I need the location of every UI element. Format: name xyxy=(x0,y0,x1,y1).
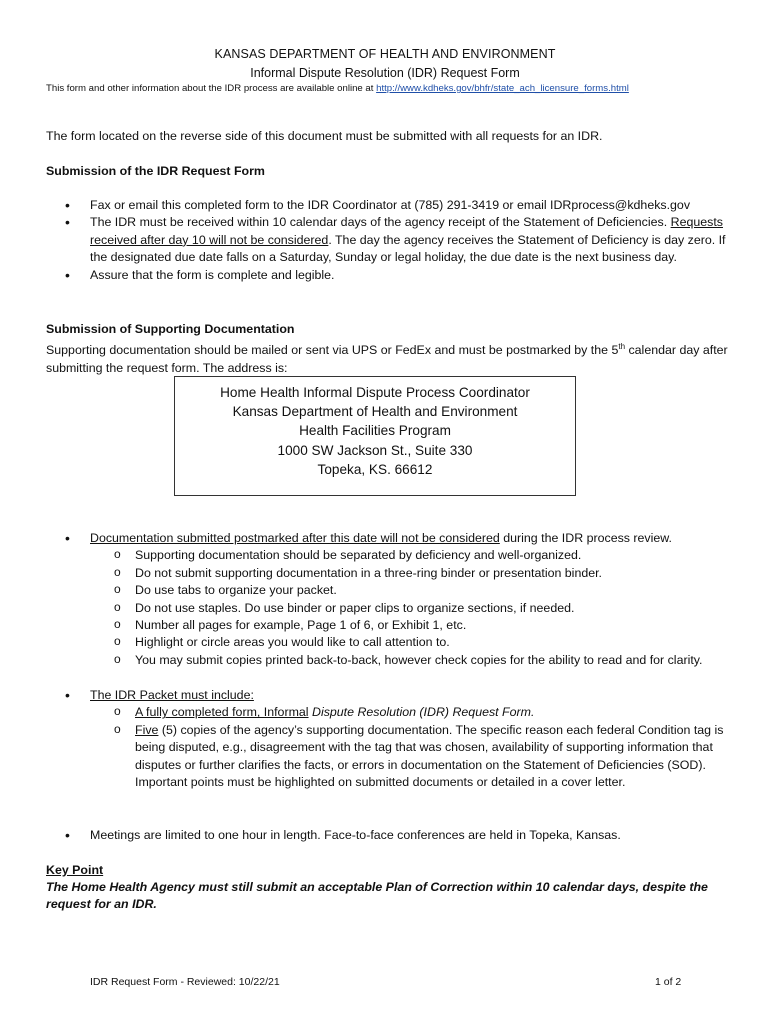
submission-bullet-2-underline: Requests received after day 10 will not be considered xyxy=(90,215,723,247)
sub-list-item: o Do not submit supporting documentation in a three-ring binder or presentation binder. xyxy=(90,565,726,582)
supporting-text xyxy=(46,338,736,377)
address-line-3: Health Facilities Program xyxy=(299,423,451,439)
documentation-list xyxy=(46,530,726,669)
submission-bullet-1: Fax or email this completed form to the IDR Coordinator at (785) 291-3419 or email IDRprocess@kdheks.gov xyxy=(90,198,691,212)
list-item xyxy=(46,687,726,791)
footer-page-number: 1 of 2 xyxy=(655,976,682,988)
supporting-heading: Submission of Supporting Documentation xyxy=(46,322,295,336)
supporting-text-sup: th xyxy=(618,342,626,351)
packet-item-1-underline: A fully completed form, Informal xyxy=(135,705,309,720)
list-item xyxy=(46,214,726,266)
address-box xyxy=(174,376,576,496)
submission-heading: Submission of the IDR Request Form xyxy=(46,164,265,178)
intro-text: The form located on the reverse side of this document must be submitted with all requests for an IDR. xyxy=(46,129,603,143)
documentation-rest: during the IDR process review. xyxy=(499,531,672,545)
sub-list-item xyxy=(90,722,726,792)
agency-title: KANSAS DEPARTMENT OF HEALTH AND ENVIRONMENT xyxy=(214,47,556,61)
address-line-5: Topeka, KS. 66612 xyxy=(317,461,433,477)
address-line-2: Kansas Department of Health and Environment xyxy=(232,404,518,420)
forms-link[interactable]: http://www.kdheks.gov/bhfr/state_ach_licensure_forms.html xyxy=(376,83,629,94)
packet-item-2-underline: Five xyxy=(135,722,159,737)
packet-heading: The IDR Packet must include: xyxy=(90,688,254,702)
list-item xyxy=(46,827,726,844)
footer-review-date: IDR Request Form - Reviewed: 10/22/21 xyxy=(90,976,280,988)
packet-sublist xyxy=(90,704,726,791)
sub-list-item: o Highlight or circle areas you would like to call attention to. xyxy=(90,634,726,651)
list-item xyxy=(46,267,726,284)
supporting-text-b: calendar day after submitting the request form. The address is: xyxy=(46,343,728,375)
packet-item-2-rest: (5) copies of the agency’s supporting documentation. The specific reason each federal Condition tag is being disputed, e.g., disagreement with the tag that was chosen, availability of supporting information that disputes or further clarifies the facts, or errors in documentation on the Statement of Deficiencies (SOD). Important points must be highlighted on submitted documents or detailed in a cover letter. xyxy=(135,722,724,790)
packet-item-1-italic: Dispute Resolution (IDR) Request Form. xyxy=(308,705,535,720)
form-title: Informal Dispute Resolution (IDR) Request Form xyxy=(250,66,520,80)
submission-bullet-2b: . The day the agency receives the Statement of Deficiency is day zero. If the designated due date falls on a Saturday, Sunday or legal holiday, the due date is the next business day. xyxy=(90,232,726,265)
address-line-4: 1000 SW Jackson St., Suite 330 xyxy=(277,442,473,458)
sub-list-item: o Do not use staples. Do use binder or paper clips to organize sections, if needed. xyxy=(90,600,726,617)
submission-list xyxy=(46,197,726,284)
documentation-underline: Documentation submitted postmarked after this date will not be considered xyxy=(90,531,500,545)
availability-prefix: This form and other information about the IDR process are available online at xyxy=(46,83,377,94)
supporting-text-a: Supporting documentation should be mailed or sent via UPS or FedEx and must be postmarked by the 5 xyxy=(46,343,619,358)
sub-list-item: o Supporting documentation should be separated by deficiency and well-organized. xyxy=(90,547,726,564)
address-line-1: Home Health Informal Dispute Process Coordinator xyxy=(220,385,530,400)
documentation-sublist xyxy=(90,547,726,669)
packet-list xyxy=(46,687,726,791)
sub-list-item: o Number all pages for example, Page 1 of 6, or Exhibit 1, etc. xyxy=(90,617,726,634)
availability-note xyxy=(46,83,629,94)
submission-bullet-2a: The IDR must be received within 10 calendar days of the agency receipt of the Statement of Deficiencies. xyxy=(90,215,668,230)
meetings-text: Meetings are limited to one hour in length. Face-to-face conferences are held in Topeka, Kansas. xyxy=(90,828,621,842)
sub-list-item xyxy=(90,704,726,721)
key-point-heading: Key Point xyxy=(46,863,104,877)
meetings-list xyxy=(46,827,726,844)
sub-list-item: o You may submit copies printed back-to-back, however check copies for the ability to read and for clarity. xyxy=(90,652,726,669)
sub-list-item: o Do use tabs to organize your packet. xyxy=(90,582,726,599)
list-item xyxy=(46,197,726,214)
key-point-text: The Home Health Agency must still submit an acceptable Plan of Correction within 10 calendar days, despite the request for an IDR. xyxy=(46,880,708,912)
submission-bullet-3: Assure that the form is complete and legible. xyxy=(90,267,335,282)
list-item xyxy=(46,530,726,669)
